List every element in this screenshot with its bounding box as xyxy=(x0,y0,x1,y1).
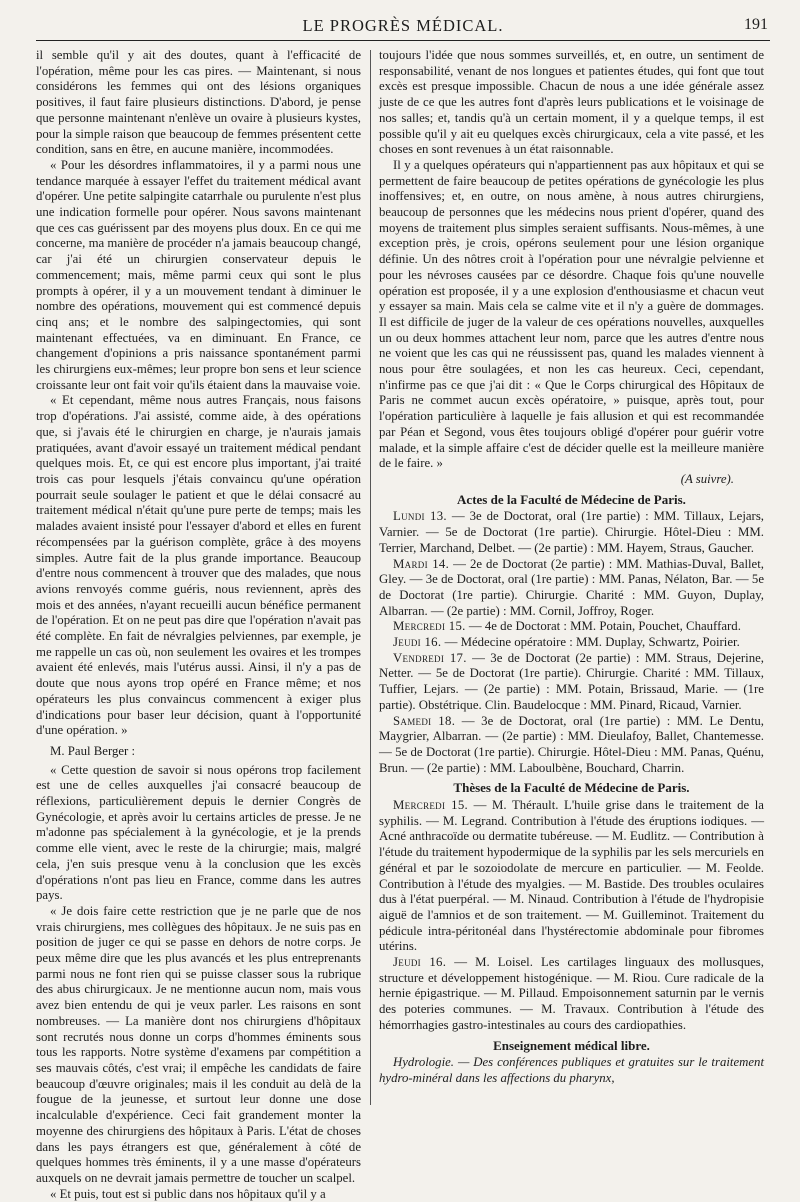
entry-text: — Des conférences publiques et gratuites sur le traitement hydro-minéral dans les affections du pharynx, xyxy=(379,1055,765,1085)
entry-day: Jeudi 16. xyxy=(393,955,447,970)
list-item xyxy=(379,651,764,714)
actes-list xyxy=(379,509,764,776)
entry-day: Mercredi 15. xyxy=(393,798,469,813)
list-item xyxy=(379,1055,764,1086)
paragraph: « Cette question de savoir si nous opérons trop facilement est une de celles auxquelles j'ai consacré beaucoup de réflexions, particulièrement depuis le dernier Congrès de Gynécologie, et après avoir lu certains articles de presse. Je ne m'adonne pas spécialement à la gynécologie, et je la prends comme elle vient, avec le reste de la chirurgie; mais, malgré cela, j'en suis presque venu à la conclusion que les excès d'opérations n'ont pas lieu en France, comme dans les autres pays. xyxy=(36,762,361,903)
entry-day: Jeudi 16. xyxy=(393,635,442,650)
entry-text: — M. Thérault. L'huile grise dans le traitement de la syphilis. — M. Legrand. Contribution à l'étude des éruptions iodiques. — Acné anthracoïde ou dermatite tubéreuse. — M. Eudlitz. — Contribution à l'étude du traitement hypodermique de la syphilis par les sels mercuriels en général et par le sozoiodolate de mercure en particulier. — M. Feolde. Contribution à l'étude des myalgies. — M. Bastide. Des troubles oculaires dus à l'état puerpéral. — M. Ninaud. Contribution à l'étude de l'hydropisie aiguë de l'amnios et de son traitement. — M. Guilleminot. Traitement du pédicule intra-péritonéal dans l'hystérectomie abdominale pour fibromes utérins. xyxy=(379,798,764,954)
paragraph: toujours l'idée que nous sommes surveillés, et, en outre, un sentiment de responsabilité, venant de nos longues et patientes études, qui font que tout excès est presque impossible. Chacun de nous a une idée générale assez juste de ce que les autres font d'après leurs publications et le voisinage de nos salles; et, tandis qu'à un certain moment, il y a quelque temps, il est possible qu'il y ait eu quelques excès chirurgicaux, cela a vite passé, et les choses en sont revenues à un état raisonnable. xyxy=(379,48,764,157)
list-item xyxy=(379,619,764,635)
paragraph: il semble qu'il y ait des doutes, quant à l'efficacité de l'opération, même pour les cas pires. — Maintenant, si nous considérons les femmes qui ont des lésions organiques positives, il faut faire plusieurs distinctions. D'abord, je pense que personne maintenant n'enlève un ovaire à plusieurs kystes, pour la simple raison que beaucoup de femmes présentent cette condition, sans en être, en aucune manière, incommodées. xyxy=(36,48,361,157)
page-number: 191 xyxy=(744,16,768,33)
enseignement-list xyxy=(379,1055,764,1086)
to-be-continued: (A suivre). xyxy=(680,471,734,486)
section-heading-enseignement: Enseignement médical libre. xyxy=(493,1037,650,1053)
section-heading-actes: Actes de la Faculté de Médecine de Paris. xyxy=(457,491,686,507)
entry-day: Mardi 14. xyxy=(393,556,450,571)
running-head xyxy=(36,14,770,41)
column-rule xyxy=(370,50,371,1105)
entry-day: Vendredi 17. xyxy=(393,650,467,665)
entry-text: — M. Loisel. Les cartilages linguaux des mollusques, structure et développement histogénique. — M. Riou. Cure radicale de la hernie épigastrique. — M. Pillaud. Empoisonnement saturnin par le vernis des poteries communes. — M. Travaux. Contribution à l'étude des hémorrhagies gastro-intestinales au cours des cardiopathies. xyxy=(379,955,764,1032)
list-item xyxy=(379,635,764,651)
list-item xyxy=(379,798,764,955)
paragraph: « Pour les désordres inflammatoires, il y a parmi nous une tendance marquée à essayer l'effet du traitement médical avant d'opérer. Une petite salpingite catarrhale ou purulente n'est plus une indication formelle pour opérer. Nous savons maintenant que ces cas guérissent par des moyens plus doux. En ce qui me concerne, ma manière de procéder n'a jamais beaucoup changé, car j'ai été un chirurgien conservateur depuis le commencement; mais, même parmi ceux qui sont le plus prompts à opérer, il y a un mouvement tendant à diminuer le nombre des opérations, mouvement qui est commencé depuis cinq ans; et le nombre des salpingectomies, qui sont maintenant effectuées, va en diminuant. En France, ce changement d'opinions a pris naissance spontanément parmi les chirurgiens eux-mêmes; leur propre bon sens et leur science croissante leur ont fait voir qu'ils étaient dans la mauvaise voie. xyxy=(36,157,361,392)
entry-text: — 3e de Doctorat, oral (1re partie) : MM. Tillaux, Lejars, Varnier. — 5e de Doctorat (1re partie). Chirurgie. Hôtel-Dieu : MM. Terrier, Marchand, Delbet. — (2e partie) : MM. Hayem, Straus, Gaucher. xyxy=(379,509,764,555)
theses-list xyxy=(379,798,764,1034)
paragraph: « Je dois faire cette restriction que je ne parle que de nos vrais chirurgiens, mes collègues des hôpitaux. Je ne suis pas en position de juger ce qui se passe en dehors de notre corps. Je peux même dire que les plus avancés et les plus entreprenants parmi nous ne font rien qui se puisse classer sous la rubrique des abus chirurgicaux. Je ne mentionne aucun nom, mais vous avez bien entendu de qui je veux parler. Les raisons en sont nombreuses. — La manière dont nos chirurgiens d'hôpitaux sont recrutés nous donne un corps d'hommes éminents sous tous les rapports. Notre système d'examens par compétition a ses mauvais côtés, c'est vrai; il empêche les candidats de faire beaucoup d'œuvre originales; mais il les conduit au delà de la fougue de la jeunesse, et surtout leur donne une dose incalculable d'expérience. Ceci fait grandement monter la moyenne des chirurgiens des hôpitaux à Paris. L'état de choses dans les pays étrangers est que, généralement à côté de quelques hommes très éminents, il y a une masse d'opérateurs auxquels on ne devrait jamais permettre de toucher un scalpel. xyxy=(36,903,361,1185)
right-column xyxy=(379,48,764,1110)
entry-day: Samedi 18. xyxy=(393,713,456,728)
entry-text: — 4e de Doctorat : MM. Potain, Pouchet, Chauffard. xyxy=(468,619,741,634)
list-item xyxy=(379,509,764,556)
entry-text: — 3e de Doctorat, oral (1re partie) : MM. Le Dentu, Maygrier, Albarran. — (2e partie) : MM. Dieulafoy, Ballet, Chantemesse. — 5e de Doctorat (1re partie). Chirurgie. Hôtel-Dieu : MM. Panas, Quénu, Brun. — (2e partie) : MM. Laboulbène, Bouchard, Charrin. xyxy=(379,713,764,775)
paragraph: « Et cependant, même nous autres Français, nous faisons trop d'opérations. J'ai assisté, comme aide, à des opérations que, si j'avais été le chirurgien en charge, je n'aurais jamais pratiquées, avant d'avoir essayé un traitement médical pendant quelques mois. Et, ce qui est encore plus important, j'ai traité trois cas pour lesquels j'étais convaincu qu'une opération pourrait seule soulager le patient et que le délai consacré au traitement médical n'était qu'une pure perte de temps; mais les malades avaient insisté pour l'essayer d'abord et elles en furent récompensées par la guérison complète, grâce à des moyens simples. Autre fait de la plus grande importance. Beaucoup d'entre nous commencent à trouver que des malades, que nous avions renvoyés comme guéris, nous reviennent, après des mois et des années, n'ayant recueilli aucun bénéfice permanent de l'opération. Et on ne peut pas dire que l'opération n'avait pas été complète. En fait de névralgies pelviennes, par exemple, je me rappelle un cas où, non seulement les ovaires et les trompes avaient été enlevés, mais l'utérus aussi. Ainsi, il n'y a pas de doute que nous ayons trop opéré en France même; et nos opérateurs les plus convaincus commencent à exiger plus d'indications pour baser leur décision, quant à l'opportunité d'une opération. » xyxy=(36,393,361,738)
section-heading-theses: Thèses de la Faculté de Médecine de Paris. xyxy=(453,780,690,796)
speaker-label: M. Paul Berger : xyxy=(50,743,136,758)
paragraph: Il y a quelques opérateurs qui n'appartiennent pas aux hôpitaux et qui se permettent de faire beaucoup de petites opérations de gynécologie les plus inoffensives; et, en outre, on nous amène, à nous autres chirurgiens, beaucoup de personnes que les médecins nous prient d'opérer, quand des moyens de traitement plus simples seraient suffisants. Nous-mêmes, à une exception près, je crois, opérons seulement pour une lésion organique définie. Un des nôtres croit à l'opération pour une névralgie pelvienne et pour les névroses causées par ce désordre. Chaque fois qu'une nouvelle opération est proposée, il y a une explosion d'enthousiasme et chacun veut y essayer sa main. Mais cela se calme vite et il n'y a guère de dommages. Il est difficile de juger de la valeur de ces opérations nouvelles, auxquelles un ou deux hommes attachent leur nom, parce que les autres d'entre nous ne voient que les cas qui ne réussissent pas, quand les malades viennent à nous pour être soulagées, et non les cas heureux. Ceci, cependant, n'infirme pas ce que j'ai dit : « Que le Corps chirurgical des Hôpitaux de Paris ne commet aucun excès opératoire, » puisque, après tout, pour l'opération particulière à laquelle je fais allusion et qui est recommandée par Péan et Segond, vous êtes toujours obligé d'opérer pour guérir votre malade, et la simple affaire c'est de décider quelle est la meilleure manière de le faire. » xyxy=(379,157,764,471)
entry-day: Hydrologie. xyxy=(393,1055,455,1070)
entry-day: Lundi 13. xyxy=(393,509,447,524)
entry-text: — Médecine opératoire : MM. Duplay, Schwartz, Poirier. xyxy=(444,635,740,650)
list-item xyxy=(379,714,764,777)
list-item xyxy=(379,557,764,620)
paragraph: « Et puis, tout est si public dans nos hôpitaux qu'il y a xyxy=(50,1186,326,1201)
entry-text: — 2e de Doctorat (2e partie) : MM. Mathias-Duval, Ballet, Gley. — 3e de Doctorat, oral (1re partie) : MM. Panas, Nélaton, Bar. — 5e de Doctorat (1re partie). Chirurgie. Charité : MM. Guyon, Duplay, Albarran. — (2e partie) : MM. Cornil, Joffroy, Roger. xyxy=(379,556,764,618)
entry-text: — 3e de Doctorat (2e partie) : MM. Straus, Dejerine, Netter. — 5e de Doctorat (1re partie). Chirurgie. Charité : MM. Tillaux, Tuffier, Lejars. — (2e partie) : MM. Potain, Brissaud, Marie. — (1re partie). Obstétrique. Clin. Baudelocque : MM. Pinard, Ricaud, Varnier. xyxy=(379,650,764,712)
entry-day: Mercredi 15. xyxy=(393,619,466,634)
list-item xyxy=(379,955,764,1034)
left-column xyxy=(36,48,361,1201)
running-title: LE PROGRÈS MÉDICAL. xyxy=(302,16,504,35)
